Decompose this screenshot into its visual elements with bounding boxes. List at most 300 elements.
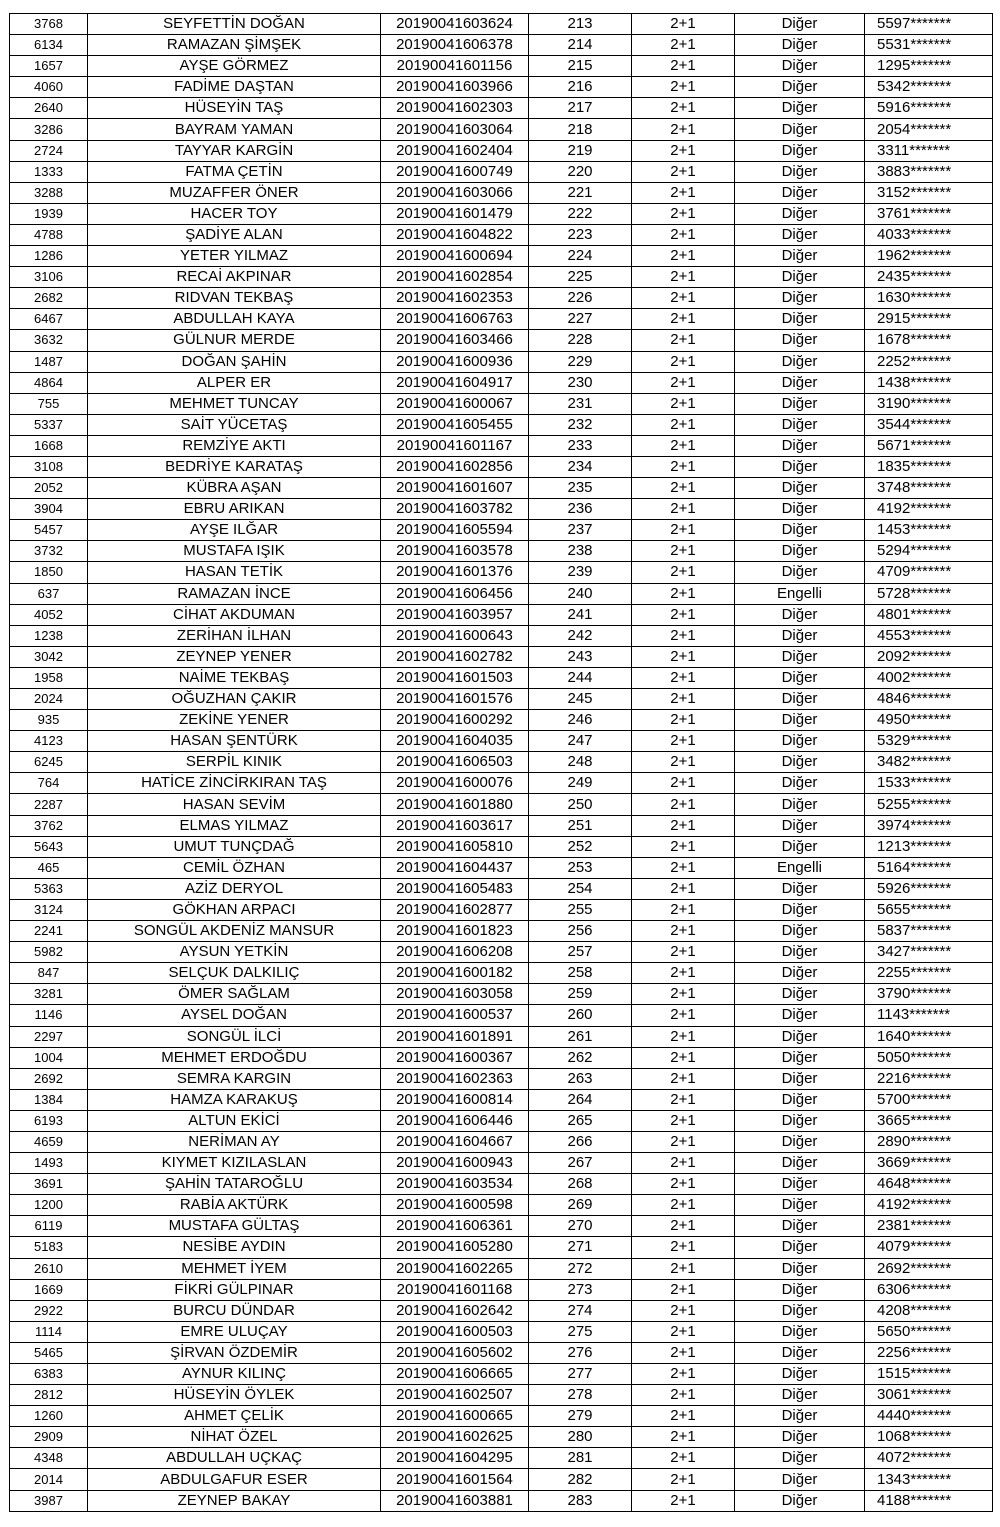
masked-id-cell: 1453******* — [865, 520, 993, 541]
name-cell: GÖKHAN ARPACI — [88, 899, 381, 920]
draw-order-cell: 257 — [529, 942, 632, 963]
draw-order-cell: 264 — [529, 1089, 632, 1110]
table-row — [10, 98, 993, 119]
table-row — [10, 224, 993, 245]
category-cell: Diğer — [735, 836, 865, 857]
table-row — [10, 77, 993, 98]
house-type-cell: 2+1 — [632, 921, 735, 942]
application-number-cell: 20190041606503 — [381, 752, 529, 773]
application-number-cell: 20190041601880 — [381, 794, 529, 815]
application-number-cell: 20190041605810 — [381, 836, 529, 857]
house-type-cell: 2+1 — [632, 1089, 735, 1110]
row-number-cell: 3042 — [10, 646, 88, 667]
category-cell: Diğer — [735, 878, 865, 899]
category-cell: Diğer — [735, 667, 865, 688]
masked-id-cell: 1438******* — [865, 372, 993, 393]
house-type-cell: 2+1 — [632, 1469, 735, 1490]
results-table — [9, 13, 993, 1512]
row-number-cell: 3904 — [10, 499, 88, 520]
draw-order-cell: 250 — [529, 794, 632, 815]
row-number-cell: 2014 — [10, 1469, 88, 1490]
category-cell: Diğer — [735, 1279, 865, 1300]
row-number-cell: 1286 — [10, 246, 88, 267]
masked-id-cell: 1515******* — [865, 1364, 993, 1385]
masked-id-cell: 4192******* — [865, 1195, 993, 1216]
row-number-cell: 1384 — [10, 1089, 88, 1110]
house-type-cell: 2+1 — [632, 520, 735, 541]
name-cell: ŞİRVAN ÖZDEMİR — [88, 1342, 381, 1363]
masked-id-cell: 4648******* — [865, 1174, 993, 1195]
name-cell: MEHMET TUNCAY — [88, 393, 381, 414]
category-cell: Diğer — [735, 414, 865, 435]
house-type-cell: 2+1 — [632, 899, 735, 920]
draw-order-cell: 252 — [529, 836, 632, 857]
draw-order-cell: 267 — [529, 1153, 632, 1174]
row-number-cell: 1333 — [10, 161, 88, 182]
house-type-cell: 2+1 — [632, 309, 735, 330]
draw-order-cell: 215 — [529, 56, 632, 77]
name-cell: ŞAHİN TATAROĞLU — [88, 1174, 381, 1195]
masked-id-cell: 3883******* — [865, 161, 993, 182]
table-row — [10, 1279, 993, 1300]
table-row — [10, 456, 993, 477]
name-cell: SONGÜL AKDENİZ MANSUR — [88, 921, 381, 942]
draw-order-cell: 237 — [529, 520, 632, 541]
application-number-cell: 20190041600749 — [381, 161, 529, 182]
masked-id-cell: 1678******* — [865, 330, 993, 351]
application-number-cell: 20190041604917 — [381, 372, 529, 393]
masked-id-cell: 1143******* — [865, 1005, 993, 1026]
application-number-cell: 20190041600943 — [381, 1153, 529, 1174]
draw-order-cell: 240 — [529, 583, 632, 604]
table-row — [10, 942, 993, 963]
draw-order-cell: 266 — [529, 1131, 632, 1152]
masked-id-cell: 1962******* — [865, 246, 993, 267]
masked-id-cell: 2890******* — [865, 1131, 993, 1152]
table-row — [10, 794, 993, 815]
draw-order-cell: 256 — [529, 921, 632, 942]
draw-order-cell: 261 — [529, 1026, 632, 1047]
row-number-cell: 1260 — [10, 1406, 88, 1427]
house-type-cell: 2+1 — [632, 224, 735, 245]
house-type-cell: 2+1 — [632, 1385, 735, 1406]
draw-order-cell: 228 — [529, 330, 632, 351]
table-row — [10, 857, 993, 878]
table-row — [10, 689, 993, 710]
name-cell: SELÇUK DALKILIÇ — [88, 963, 381, 984]
table-row — [10, 478, 993, 499]
table-row — [10, 288, 993, 309]
draw-order-cell: 271 — [529, 1237, 632, 1258]
category-cell: Diğer — [735, 351, 865, 372]
table-row — [10, 752, 993, 773]
house-type-cell: 2+1 — [632, 351, 735, 372]
table-row — [10, 140, 993, 161]
category-cell: Diğer — [735, 14, 865, 35]
masked-id-cell: 2252******* — [865, 351, 993, 372]
masked-id-cell: 2255******* — [865, 963, 993, 984]
house-type-cell: 2+1 — [632, 499, 735, 520]
table-row — [10, 710, 993, 731]
category-cell: Diğer — [735, 815, 865, 836]
category-cell: Diğer — [735, 773, 865, 794]
draw-order-cell: 223 — [529, 224, 632, 245]
application-number-cell: 20190041603966 — [381, 77, 529, 98]
name-cell: ALPER ER — [88, 372, 381, 393]
name-cell: FATMA ÇETİN — [88, 161, 381, 182]
table-row — [10, 309, 993, 330]
masked-id-cell: 3482******* — [865, 752, 993, 773]
table-row — [10, 667, 993, 688]
row-number-cell: 1669 — [10, 1279, 88, 1300]
category-cell: Diğer — [735, 140, 865, 161]
table-row — [10, 14, 993, 35]
row-number-cell: 2682 — [10, 288, 88, 309]
application-number-cell: 20190041606208 — [381, 942, 529, 963]
table-row — [10, 182, 993, 203]
name-cell: SEYFETTİN DOĞAN — [88, 14, 381, 35]
draw-order-cell: 234 — [529, 456, 632, 477]
table-row — [10, 1174, 993, 1195]
house-type-cell: 2+1 — [632, 1174, 735, 1195]
row-number-cell: 2241 — [10, 921, 88, 942]
row-number-cell: 3124 — [10, 899, 88, 920]
name-cell: BURCU DÜNDAR — [88, 1300, 381, 1321]
row-number-cell: 6245 — [10, 752, 88, 773]
house-type-cell: 2+1 — [632, 1300, 735, 1321]
name-cell: RAMAZAN İNCE — [88, 583, 381, 604]
category-cell: Diğer — [735, 1195, 865, 1216]
row-number-cell: 5465 — [10, 1342, 88, 1363]
name-cell: ZEYNEP YENER — [88, 646, 381, 667]
row-number-cell: 1114 — [10, 1321, 88, 1342]
category-cell: Diğer — [735, 1300, 865, 1321]
house-type-cell: 2+1 — [632, 667, 735, 688]
masked-id-cell: 3761******* — [865, 203, 993, 224]
name-cell: FADİME DAŞTAN — [88, 77, 381, 98]
name-cell: HÜSEYİN ÖYLEK — [88, 1385, 381, 1406]
masked-id-cell: 4801******* — [865, 604, 993, 625]
category-cell: Diğer — [735, 119, 865, 140]
house-type-cell: 2+1 — [632, 878, 735, 899]
masked-id-cell: 6306******* — [865, 1279, 993, 1300]
house-type-cell: 2+1 — [632, 14, 735, 35]
row-number-cell: 6383 — [10, 1364, 88, 1385]
category-cell: Diğer — [735, 1216, 865, 1237]
name-cell: UMUT TUNÇDAĞ — [88, 836, 381, 857]
masked-id-cell: 4192******* — [865, 499, 993, 520]
row-number-cell: 847 — [10, 963, 88, 984]
table-row — [10, 203, 993, 224]
house-type-cell: 2+1 — [632, 456, 735, 477]
masked-id-cell: 5926******* — [865, 878, 993, 899]
draw-order-cell: 221 — [529, 182, 632, 203]
house-type-cell: 2+1 — [632, 35, 735, 56]
application-number-cell: 20190041600182 — [381, 963, 529, 984]
application-number-cell: 20190041600076 — [381, 773, 529, 794]
draw-order-cell: 248 — [529, 752, 632, 773]
category-cell: Diğer — [735, 330, 865, 351]
table-row — [10, 921, 993, 942]
table-row — [10, 604, 993, 625]
application-number-cell: 20190041600598 — [381, 1195, 529, 1216]
table-row — [10, 1321, 993, 1342]
name-cell: TAYYAR KARGİN — [88, 140, 381, 161]
draw-order-cell: 282 — [529, 1469, 632, 1490]
masked-id-cell: 2381******* — [865, 1216, 993, 1237]
category-cell: Diğer — [735, 1364, 865, 1385]
draw-order-cell: 218 — [529, 119, 632, 140]
draw-order-cell: 232 — [529, 414, 632, 435]
category-cell: Diğer — [735, 435, 865, 456]
application-number-cell: 20190041601576 — [381, 689, 529, 710]
application-number-cell: 20190041603578 — [381, 541, 529, 562]
draw-order-cell: 281 — [529, 1448, 632, 1469]
application-number-cell: 20190041606378 — [381, 35, 529, 56]
house-type-cell: 2+1 — [632, 478, 735, 499]
row-number-cell: 5643 — [10, 836, 88, 857]
masked-id-cell: 2092******* — [865, 646, 993, 667]
name-cell: AZİZ DERYOL — [88, 878, 381, 899]
application-number-cell: 20190041602507 — [381, 1385, 529, 1406]
category-cell: Diğer — [735, 288, 865, 309]
masked-id-cell: 4079******* — [865, 1237, 993, 1258]
masked-id-cell: 3974******* — [865, 815, 993, 836]
draw-order-cell: 224 — [529, 246, 632, 267]
application-number-cell: 20190041602856 — [381, 456, 529, 477]
row-number-cell: 2909 — [10, 1427, 88, 1448]
masked-id-cell: 3427******* — [865, 942, 993, 963]
category-cell: Diğer — [735, 1342, 865, 1363]
table-row — [10, 393, 993, 414]
house-type-cell: 2+1 — [632, 56, 735, 77]
category-cell: Diğer — [735, 1174, 865, 1195]
application-number-cell: 20190041602625 — [381, 1427, 529, 1448]
row-number-cell: 4060 — [10, 77, 88, 98]
table-row — [10, 836, 993, 857]
category-cell: Diğer — [735, 1469, 865, 1490]
draw-order-cell: 253 — [529, 857, 632, 878]
masked-id-cell: 5294******* — [865, 541, 993, 562]
draw-order-cell: 268 — [529, 1174, 632, 1195]
row-number-cell: 3288 — [10, 182, 88, 203]
masked-id-cell: 1068******* — [865, 1427, 993, 1448]
category-cell: Diğer — [735, 1427, 865, 1448]
draw-order-cell: 249 — [529, 773, 632, 794]
name-cell: HACER TOY — [88, 203, 381, 224]
house-type-cell: 2+1 — [632, 794, 735, 815]
row-number-cell: 3768 — [10, 14, 88, 35]
name-cell: REMZİYE AKTI — [88, 435, 381, 456]
row-number-cell: 1939 — [10, 203, 88, 224]
masked-id-cell: 1213******* — [865, 836, 993, 857]
house-type-cell: 2+1 — [632, 857, 735, 878]
table-row — [10, 1258, 993, 1279]
row-number-cell: 3106 — [10, 267, 88, 288]
house-type-cell: 2+1 — [632, 1195, 735, 1216]
draw-order-cell: 255 — [529, 899, 632, 920]
application-number-cell: 20190041604667 — [381, 1131, 529, 1152]
name-cell: AYŞE ILĞAR — [88, 520, 381, 541]
row-number-cell: 1487 — [10, 351, 88, 372]
table-row — [10, 1342, 993, 1363]
row-number-cell: 2024 — [10, 689, 88, 710]
category-cell: Diğer — [735, 56, 865, 77]
application-number-cell: 20190041605594 — [381, 520, 529, 541]
row-number-cell: 5183 — [10, 1237, 88, 1258]
table-row — [10, 1005, 993, 1026]
name-cell: MEHMET İYEM — [88, 1258, 381, 1279]
category-cell: Diğer — [735, 203, 865, 224]
draw-order-cell: 230 — [529, 372, 632, 393]
row-number-cell: 5457 — [10, 520, 88, 541]
name-cell: AHMET ÇELİK — [88, 1406, 381, 1427]
table-row — [10, 35, 993, 56]
masked-id-cell: 4208******* — [865, 1300, 993, 1321]
draw-order-cell: 263 — [529, 1068, 632, 1089]
category-cell: Diğer — [735, 984, 865, 1005]
masked-id-cell: 2915******* — [865, 309, 993, 330]
draw-order-cell: 229 — [529, 351, 632, 372]
category-cell: Diğer — [735, 1321, 865, 1342]
row-number-cell: 764 — [10, 773, 88, 794]
name-cell: HASAN SEVİM — [88, 794, 381, 815]
house-type-cell: 2+1 — [632, 963, 735, 984]
draw-order-cell: 233 — [529, 435, 632, 456]
category-cell: Diğer — [735, 224, 865, 245]
draw-order-cell: 222 — [529, 203, 632, 224]
table-row — [10, 625, 993, 646]
house-type-cell: 2+1 — [632, 267, 735, 288]
category-cell: Diğer — [735, 520, 865, 541]
draw-order-cell: 244 — [529, 667, 632, 688]
name-cell: NAİME TEKBAŞ — [88, 667, 381, 688]
draw-order-cell: 259 — [529, 984, 632, 1005]
row-number-cell: 3691 — [10, 1174, 88, 1195]
house-type-cell: 2+1 — [632, 1490, 735, 1511]
name-cell: AYŞE GÖRMEZ — [88, 56, 381, 77]
draw-order-cell: 216 — [529, 77, 632, 98]
row-number-cell: 2297 — [10, 1026, 88, 1047]
name-cell: EBRU ARIKAN — [88, 499, 381, 520]
name-cell: FİKRİ GÜLPINAR — [88, 1279, 381, 1300]
application-number-cell: 20190041601376 — [381, 562, 529, 583]
house-type-cell: 2+1 — [632, 1026, 735, 1047]
table-row — [10, 1364, 993, 1385]
table-row — [10, 773, 993, 794]
house-type-cell: 2+1 — [632, 435, 735, 456]
masked-id-cell: 1533******* — [865, 773, 993, 794]
application-number-cell: 20190041603881 — [381, 1490, 529, 1511]
house-type-cell: 2+1 — [632, 710, 735, 731]
category-cell: Diğer — [735, 921, 865, 942]
draw-order-cell: 274 — [529, 1300, 632, 1321]
application-number-cell: 20190041603466 — [381, 330, 529, 351]
draw-order-cell: 236 — [529, 499, 632, 520]
table-row — [10, 1089, 993, 1110]
masked-id-cell: 4188******* — [865, 1490, 993, 1511]
row-number-cell: 1238 — [10, 625, 88, 646]
category-cell: Diğer — [735, 393, 865, 414]
house-type-cell: 2+1 — [632, 182, 735, 203]
application-number-cell: 20190041605280 — [381, 1237, 529, 1258]
name-cell: ÖMER SAĞLAM — [88, 984, 381, 1005]
name-cell: SAİT YÜCETAŞ — [88, 414, 381, 435]
table-row — [10, 1110, 993, 1131]
application-number-cell: 20190041605602 — [381, 1342, 529, 1363]
category-cell: Diğer — [735, 1047, 865, 1068]
house-type-cell: 2+1 — [632, 646, 735, 667]
name-cell: RECAİ AKPINAR — [88, 267, 381, 288]
masked-id-cell: 5671******* — [865, 435, 993, 456]
masked-id-cell: 5837******* — [865, 921, 993, 942]
name-cell: MUZAFFER ÖNER — [88, 182, 381, 203]
category-cell: Engelli — [735, 583, 865, 604]
category-cell: Diğer — [735, 1448, 865, 1469]
row-number-cell: 2287 — [10, 794, 88, 815]
draw-order-cell: 280 — [529, 1427, 632, 1448]
table-row — [10, 1047, 993, 1068]
house-type-cell: 2+1 — [632, 1047, 735, 1068]
category-cell: Diğer — [735, 98, 865, 119]
draw-order-cell: 239 — [529, 562, 632, 583]
house-type-cell: 2+1 — [632, 1321, 735, 1342]
draw-order-cell: 265 — [529, 1110, 632, 1131]
row-number-cell: 5982 — [10, 942, 88, 963]
row-number-cell: 755 — [10, 393, 88, 414]
draw-order-cell: 277 — [529, 1364, 632, 1385]
application-number-cell: 20190041601156 — [381, 56, 529, 77]
category-cell: Diğer — [735, 1153, 865, 1174]
table-row — [10, 646, 993, 667]
house-type-cell: 2+1 — [632, 562, 735, 583]
category-cell: Diğer — [735, 267, 865, 288]
table-row — [10, 1427, 993, 1448]
category-cell: Diğer — [735, 182, 865, 203]
name-cell: KIYMET KIZILASLAN — [88, 1153, 381, 1174]
category-cell: Diğer — [735, 689, 865, 710]
application-number-cell: 20190041602782 — [381, 646, 529, 667]
house-type-cell: 2+1 — [632, 604, 735, 625]
category-cell: Diğer — [735, 1258, 865, 1279]
house-type-cell: 2+1 — [632, 1342, 735, 1363]
masked-id-cell: 2435******* — [865, 267, 993, 288]
draw-order-cell: 220 — [529, 161, 632, 182]
category-cell: Diğer — [735, 1385, 865, 1406]
house-type-cell: 2+1 — [632, 1005, 735, 1026]
name-cell: HATİCE ZİNCİRKIRAN TAŞ — [88, 773, 381, 794]
house-type-cell: 2+1 — [632, 1216, 735, 1237]
application-number-cell: 20190041603624 — [381, 14, 529, 35]
draw-order-cell: 241 — [529, 604, 632, 625]
application-number-cell: 20190041602877 — [381, 899, 529, 920]
house-type-cell: 2+1 — [632, 984, 735, 1005]
category-cell: Diğer — [735, 372, 865, 393]
masked-id-cell: 4002******* — [865, 667, 993, 688]
masked-id-cell: 2256******* — [865, 1342, 993, 1363]
draw-order-cell: 246 — [529, 710, 632, 731]
draw-order-cell: 238 — [529, 541, 632, 562]
category-cell: Diğer — [735, 899, 865, 920]
house-type-cell: 2+1 — [632, 773, 735, 794]
application-number-cell: 20190041604437 — [381, 857, 529, 878]
table-row — [10, 583, 993, 604]
house-type-cell: 2+1 — [632, 1406, 735, 1427]
application-number-cell: 20190041603617 — [381, 815, 529, 836]
row-number-cell: 2610 — [10, 1258, 88, 1279]
draw-order-cell: 273 — [529, 1279, 632, 1300]
masked-id-cell: 5650******* — [865, 1321, 993, 1342]
